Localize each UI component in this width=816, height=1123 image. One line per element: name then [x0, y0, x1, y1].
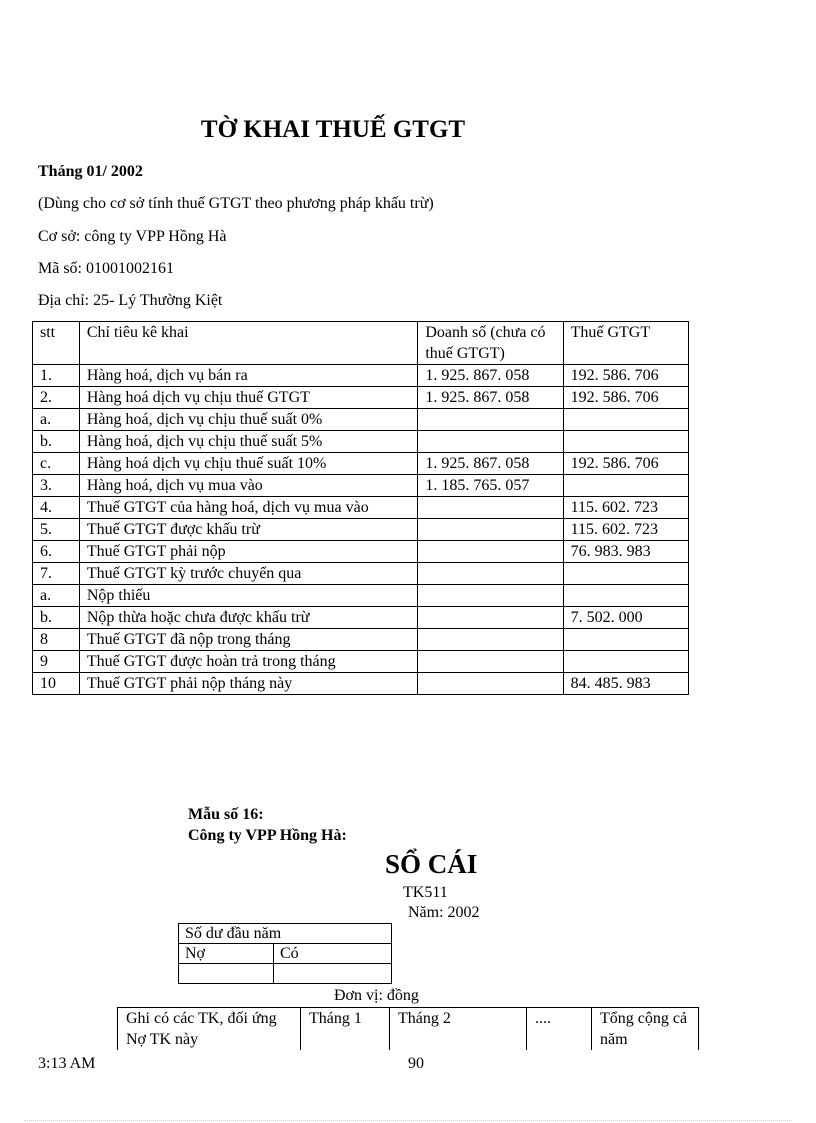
row-stt: a. [33, 409, 80, 431]
row-revenue [418, 607, 563, 629]
row-stt: 9 [33, 651, 80, 673]
table-row [33, 673, 689, 695]
row-item: Thuế GTGT kỳ trước chuyển qua [79, 563, 417, 585]
row-stt: b. [33, 431, 80, 453]
header-stt: stt [33, 322, 80, 365]
row-item: Hàng hoá dịch vụ chịu thuế suất 10% [79, 453, 417, 475]
table-row [33, 365, 689, 387]
page-edge-divider [24, 1120, 792, 1121]
ledger-col-month1: Tháng 1 [301, 1008, 390, 1051]
table-row [33, 585, 689, 607]
row-tax: 115. 602. 723 [563, 519, 688, 541]
ledger-title: SỔ CÁI [385, 849, 478, 879]
table-header-row [33, 322, 689, 365]
row-item: Nộp thừa hoặc chưa được khấu trừ [79, 607, 417, 629]
row-tax: 192. 586. 706 [563, 387, 688, 409]
row-tax: 192. 586. 706 [563, 365, 688, 387]
tax-form-note: (Dùng cho cơ sở tính thuế GTGT theo phương pháp khấu trừ) [38, 195, 434, 212]
row-item: Hàng hoá, dịch vụ chịu thuế suất 5% [79, 431, 417, 453]
row-revenue: 1. 185. 765. 057 [418, 475, 563, 497]
row-tax [563, 651, 688, 673]
row-stt: 3. [33, 475, 80, 497]
ledger-year: Năm: 2002 [408, 904, 480, 921]
row-revenue [418, 541, 563, 563]
row-stt: 8 [33, 629, 80, 651]
row-revenue [418, 497, 563, 519]
table-row [33, 519, 689, 541]
tax-form-title: TỜ KHAI THUẾ GTGT [200, 116, 466, 143]
tax-form-company: Cơ sở: công ty VPP Hồng Hà [38, 228, 227, 245]
tax-rows [33, 365, 689, 695]
row-revenue: 1. 925. 867. 058 [418, 387, 563, 409]
row-tax [563, 585, 688, 607]
row-revenue: 1. 925. 867. 058 [418, 453, 563, 475]
row-item: Thuế GTGT phải nộp [79, 541, 417, 563]
debit-label: Nợ [179, 944, 274, 964]
row-item: Thuế GTGT phải nộp tháng này [79, 673, 417, 695]
ledger-header-row [118, 1008, 699, 1051]
table-row [33, 607, 689, 629]
ledger-col-month2: Tháng 2 [390, 1008, 527, 1051]
tax-form-address: Địa chỉ: 25- Lý Thường Kiệt [38, 292, 223, 309]
header-item: Chỉ tiêu kê khai [79, 322, 417, 365]
table-row [33, 563, 689, 585]
row-tax: 192. 586. 706 [563, 453, 688, 475]
row-item: Hàng hoá, dịch vụ chịu thuế suất 0% [79, 409, 417, 431]
table-row [33, 453, 689, 475]
row-tax [563, 409, 688, 431]
row-revenue [418, 563, 563, 585]
opening-balance-label: Số dư đầu năm [179, 924, 392, 944]
ledger-col-ellipsis: .... [527, 1008, 592, 1051]
table-row [33, 497, 689, 519]
table-row [33, 431, 689, 453]
currency-unit: Đơn vị: đồng [334, 987, 419, 1004]
table-row [33, 387, 689, 409]
row-revenue [418, 519, 563, 541]
row-tax: 84. 485. 983 [563, 673, 688, 695]
row-stt: 10 [33, 673, 80, 695]
row-stt: 7. [33, 563, 80, 585]
row-revenue [418, 673, 563, 695]
table-row [33, 541, 689, 563]
row-tax: 76. 983. 983 [563, 541, 688, 563]
row-revenue [418, 431, 563, 453]
row-tax [563, 475, 688, 497]
tax-form-month: Tháng 01/ 2002 [38, 163, 143, 180]
ledger-account: TK511 [403, 884, 448, 901]
row-stt: 4. [33, 497, 80, 519]
row-item: Thuế GTGT được khấu trừ [79, 519, 417, 541]
page-number: 90 [408, 1055, 424, 1072]
ledger-col-total: Tổng cộng cả năm [592, 1008, 699, 1051]
row-tax [563, 629, 688, 651]
ledger-table [117, 1007, 699, 1050]
row-tax: 7. 502. 000 [563, 607, 688, 629]
credit-value [274, 964, 392, 984]
header-tax: Thuế GTGT [563, 322, 688, 365]
row-tax [563, 431, 688, 453]
row-revenue: 1. 925. 867. 058 [418, 365, 563, 387]
row-revenue [418, 651, 563, 673]
table-row [33, 629, 689, 651]
row-stt: 5. [33, 519, 80, 541]
ledger-col-account: Ghi có các TK, đối ứng Nợ TK này [118, 1008, 301, 1051]
opening-balance-table [178, 923, 392, 984]
row-item: Thuế GTGT được hoàn trả trong tháng [79, 651, 417, 673]
row-tax: 115. 602. 723 [563, 497, 688, 519]
row-stt: 1. [33, 365, 80, 387]
row-item: Thuế GTGT của hàng hoá, dịch vụ mua vào [79, 497, 417, 519]
table-row [33, 651, 689, 673]
row-stt: b. [33, 607, 80, 629]
tax-form-code: Mã số: 01001002161 [38, 260, 174, 277]
row-item: Hàng hoá, dịch vụ mua vào [79, 475, 417, 497]
ledger-company: Công ty VPP Hồng Hà: [188, 827, 347, 844]
row-stt: 6. [33, 541, 80, 563]
row-revenue [418, 409, 563, 431]
row-item: Nộp thiếu [79, 585, 417, 607]
row-revenue [418, 629, 563, 651]
row-item: Thuế GTGT đã nộp trong tháng [79, 629, 417, 651]
table-row [33, 409, 689, 431]
row-revenue [418, 585, 563, 607]
credit-label: Có [274, 944, 392, 964]
table-row [33, 475, 689, 497]
debit-value [179, 964, 274, 984]
header-revenue: Doanh số (chưa có thuế GTGT) [418, 322, 563, 365]
tax-declaration-table [32, 321, 689, 695]
footer-time: 3:13 AM [38, 1055, 96, 1072]
row-item: Hàng hoá dịch vụ chịu thuế GTGT [79, 387, 417, 409]
row-stt: c. [33, 453, 80, 475]
form-number: Mẫu số 16: [188, 806, 264, 823]
row-stt: a. [33, 585, 80, 607]
row-tax [563, 563, 688, 585]
row-item: Hàng hoá, dịch vụ bán ra [79, 365, 417, 387]
row-stt: 2. [33, 387, 80, 409]
